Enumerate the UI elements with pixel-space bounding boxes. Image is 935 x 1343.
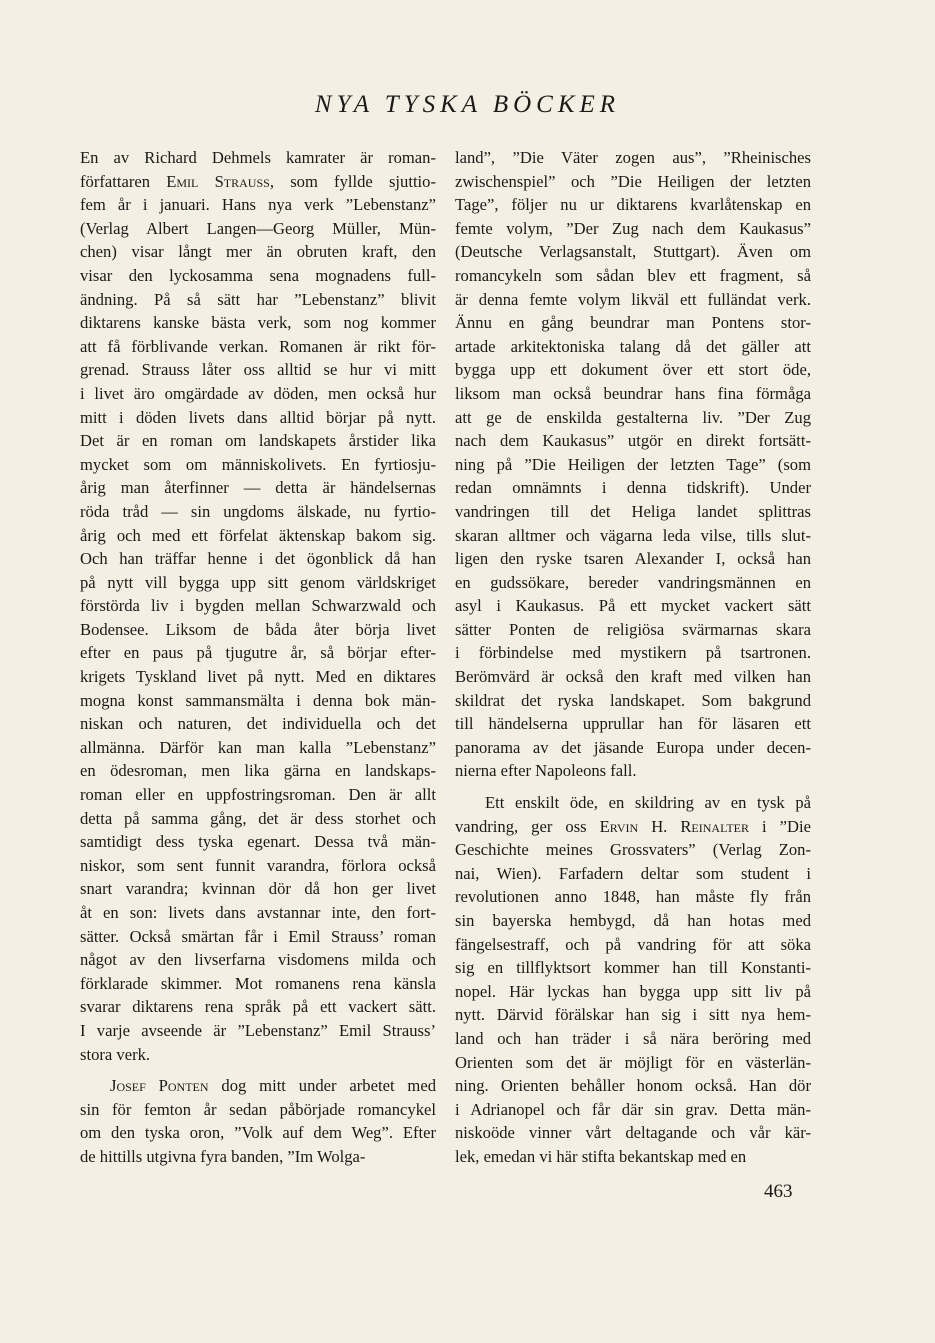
text-line: allmänna. Därför kan man kalla ”Lebenstanz” — [80, 737, 436, 757]
text-line: Ett enskilt öde, en skildring av en tysk på — [485, 793, 811, 813]
text-line: diktarens kanske bästa verk, som nog kommer — [80, 313, 436, 333]
text-line: årig och med ett förfelat äktenskap bakom sig. — [80, 525, 436, 545]
text-line — [80, 170, 436, 194]
text-line: Tage”, följer nu ur diktarens kvarlåtenskap en — [455, 195, 811, 215]
text-line: röda tråd — sin ungdoms älskade, nu fyrtio- — [80, 501, 436, 521]
text-line: Geschichte meines Grossvaters” (Verlag Zon- — [455, 840, 811, 860]
text-line: sin för femton år sedan påbörjade romancykel — [80, 1099, 436, 1119]
text-line: sin bayerska hembygd, då han hotas med — [455, 911, 811, 930]
text-line: asyl i Kaukasus. På ett mycket vackert sätt — [455, 596, 811, 616]
text-segment: dog mitt under arbetet med — [208, 1076, 436, 1096]
text-line: land och han träder i så nära beröring med — [455, 1028, 811, 1048]
text-line: sätter. Också smärtan får i Emil Strauss’ roman — [80, 926, 436, 946]
text-line: i livet äro omgärdade av döden, men också hur — [80, 383, 436, 403]
text-line: artade arkitektoniska talang då det gäller att — [455, 336, 811, 356]
text-line: på nytt vill bygga upp sitt genom världskriget — [80, 572, 436, 592]
page-number: 463 — [764, 1181, 793, 1202]
text-line: vandringen till det Heliga landet splittras — [455, 501, 811, 521]
text-line: en gudssökare, bereder vandringsmännen en — [455, 572, 811, 592]
text-line: nach dem Kaukasus” utgör en direkt fortsätt- — [455, 431, 811, 451]
text-line: (Verlag Albert Langen—Georg Müller, Mün- — [80, 218, 436, 238]
text-segment: vandring, ger oss — [455, 816, 600, 836]
page-title: NYA TYSKA BÖCKER — [314, 91, 621, 118]
text-line: (Deutsche Verlagsanstalt, Stuttgart). Även om — [455, 242, 811, 262]
text-line: mogna konst sammansmälta i denna bok män- — [80, 690, 436, 710]
text-line: Bodensee. Liksom de båda åter börja livet — [80, 619, 436, 639]
text-line: niskan och naturen, det individuella och det — [80, 714, 436, 734]
text-line: roman eller en uppfostringsroman. Den är allt — [80, 785, 436, 805]
text-line: detta på samma gång, det är dess storhet och — [80, 808, 436, 828]
text-line: chen) visar långt mer än obruten kraft, den — [80, 242, 436, 262]
text-line: ändning. På så sätt har ”Lebenstanz” blivit — [80, 289, 436, 309]
text-line: är denna femte volym likväl ett fulländat verk. — [455, 289, 811, 309]
text-line: niskor, som sent funnit varandra, förlora också — [80, 855, 436, 875]
text-line: Berömvärd är också den kraft med vilken han — [455, 667, 811, 687]
text-line: fängelsestraff, och på vandring för att söka — [455, 934, 811, 954]
text-line: nytt. Därvid förälskar han sig i sitt nya hem- — [455, 1005, 811, 1025]
text-line — [80, 1074, 436, 1098]
text-line: Det är en roman om landskapets årstider lika — [80, 431, 436, 451]
text-line: något av den livserfarna visdomens milda och — [80, 950, 436, 970]
text-line: skildrat det ryska landskapet. Som bakgrund — [455, 690, 811, 710]
text-line: liksom man också beundrar hans fina förmåga — [455, 383, 811, 403]
paragraph-gap — [455, 783, 811, 791]
text-line: panorama av det jäsande Europa under decen- — [455, 737, 811, 757]
text-line: zwischenspiel” och ”Die Heiligen der letzten — [455, 171, 811, 191]
text-line: förklarade skimmer. Mot romanens rena känsla — [80, 973, 436, 993]
paragraph-reinalter — [455, 791, 811, 1169]
text-line: nai, Wien). Farfadern deltar som student i — [455, 863, 811, 883]
text-line: femte volym, ”Der Zug nach dem Kaukasus” — [455, 218, 811, 238]
text-line: mycket som om människolivets. En fyrtiosju- — [80, 454, 436, 474]
text-line: ligen den ryske tsaren Alexander I, också han — [455, 549, 811, 569]
text-line: nierna efter Napoleons fall. — [455, 761, 637, 781]
text-line: samtidigt dess tyska egenart. Dessa två män- — [80, 832, 436, 852]
text-line: de hittills utgivna fyra banden, ”Im Wolga- — [80, 1146, 366, 1166]
paragraph-ponten — [80, 1074, 436, 1168]
author-name: Ervin H. Reinalter — [599, 816, 749, 836]
text-line — [455, 815, 811, 839]
text-segment: , som fyllde sjuttio- — [269, 171, 436, 191]
text-line: land”, ”Die Väter zogen aus”, ”Rheinisches — [455, 148, 811, 167]
text-line: sig en tillflyktsort kommer han till Konstanti- — [455, 958, 811, 978]
text-line: om den tyska oron, ”Volk auf dem Weg”. Efter — [80, 1123, 436, 1143]
text-line: till händelserna upprullar han för läsaren ett — [455, 714, 811, 734]
text-line: ning. Orienten behåller honom också. Han dör — [455, 1076, 811, 1096]
text-line: visar den lyckosamma sena mognadens full- — [80, 265, 436, 285]
text-line: stora verk. — [80, 1044, 151, 1064]
text-line: I varje avseende är ”Lebenstanz” Emil Strauss’ — [80, 1020, 436, 1040]
text-line: romancykeln som sådan blev ett fragment, så — [455, 265, 811, 285]
text-line: att få förblivande verkan. Romanen är rikt för- — [80, 336, 436, 356]
text-line: skaran alltmer och vägarna leda vilse, tills slut- — [455, 525, 811, 545]
text-line: redan omnämnts i denna tidskrift). Under — [455, 478, 811, 498]
text-line: Orienten som det är möjligt för en västerlän- — [455, 1052, 811, 1072]
text-line: lek, emedan vi här stifta bekantskap med en — [455, 1146, 747, 1166]
text-line: Och han träffar henne i det ögonblick då han — [80, 549, 436, 569]
paragraph-gap — [80, 1066, 436, 1074]
text-line: i Adrianopel och får där sin grav. Detta män- — [455, 1099, 811, 1119]
author-name: Emil Strauss — [166, 171, 270, 191]
text-line: snart varandra; kvinnan dör då hon ger livet — [80, 879, 436, 899]
text-line: åt en son: livets dans avstannar inte, den fort- — [80, 903, 436, 922]
text-line: årig man återfinner — detta är händelsernas — [80, 478, 436, 498]
text-line: en ödesroman, men lika gärna en landskaps- — [80, 761, 436, 781]
left-column — [80, 146, 436, 1169]
text-line: grenad. Strauss låter oss alltid se hur vi mitt — [80, 360, 436, 380]
text-line: nopel. Här lyckas han bygga upp sitt liv på — [455, 981, 811, 1001]
text-line: sätter Ponten de religiösa svärmarnas skara — [455, 619, 811, 639]
text-line: ning på ”Die Heiligen der letzten Tage” (som — [455, 454, 811, 474]
text-line: att ge de enskilda gestalterna liv. ”Der Zug — [455, 407, 811, 427]
text-line: Ännu en gång beundrar man Pontens stor- — [455, 313, 811, 333]
paragraph-strauss — [80, 146, 436, 1066]
text-segment: i ”Die — [749, 816, 812, 836]
text-segment: författaren — [80, 171, 167, 191]
text-line: fem år i januari. Hans nya verk ”Lebenstanz” — [80, 195, 436, 215]
text-line: i förbindelse med mystikern på tsartronen. — [455, 643, 811, 663]
text-line: förstörda liv i bygden mellan Schwarzwald och — [80, 596, 436, 616]
text-line: svarar diktarens rena språk på ett vackert sätt. — [80, 997, 436, 1017]
text-line: En av Richard Dehmels kamrater är roman- — [80, 148, 436, 167]
text-line: revolutionen anno 1848, han måste fly från — [455, 887, 811, 907]
author-name: Josef Ponten — [110, 1076, 209, 1096]
text-line: mitt i döden livets dans alltid börjar på nytt. — [80, 407, 436, 427]
text-line: bygga upp ett dokument över ett stort öde, — [455, 360, 811, 380]
text-line: krigets Tyskland livet på nytt. Med en diktares — [80, 667, 436, 687]
text-line: niskoöde vinner vårt deltagande och vår kär- — [455, 1123, 811, 1143]
right-column — [455, 146, 811, 1169]
text-line: efter en paus på tjugutre år, så börjar efter- — [80, 643, 436, 663]
paragraph-ponten-continued — [455, 146, 811, 783]
